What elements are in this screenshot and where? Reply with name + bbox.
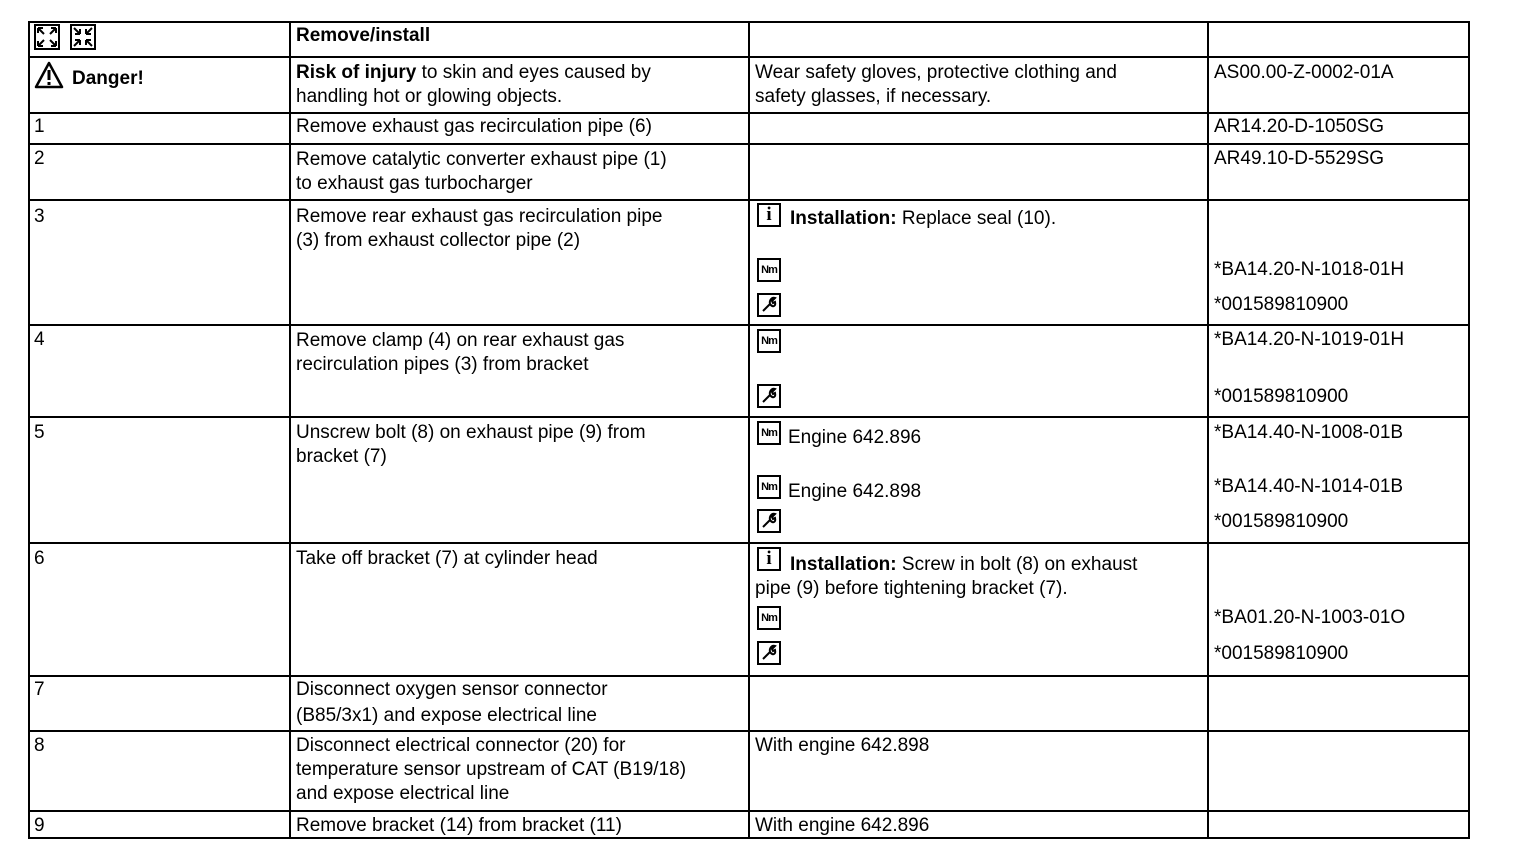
install-text-line2: pipe (9) before tightening bracket (7). <box>755 578 1068 599</box>
ref-link[interactable]: *BA14.20-N-1018-01H <box>1214 259 1405 280</box>
engine-note: Engine 642.898 <box>788 481 922 502</box>
torque-icon[interactable]: Nm <box>757 475 781 499</box>
step-text: Remove bracket (14) from bracket (11) <box>296 815 622 836</box>
danger-measure-line1: Wear safety gloves, protective clothing and <box>755 62 1117 83</box>
step-number: 8 <box>34 735 45 756</box>
step-text: recirculation pipes (3) from bracket <box>296 354 589 375</box>
danger-risk-line2: handling hot or glowing objects. <box>296 86 563 107</box>
step-text: Remove catalytic converter exhaust pipe (1) <box>296 149 667 170</box>
step-number: 3 <box>34 206 45 227</box>
danger-measure-line2: safety glasses, if necessary. <box>755 86 992 107</box>
install-text: Replace seal (10). <box>901 208 1057 229</box>
torque-icon[interactable]: Nm <box>757 258 781 282</box>
danger-label: Danger! <box>72 68 144 89</box>
install-label: Installation: <box>790 208 897 229</box>
expand-icon[interactable] <box>34 24 60 50</box>
part-number-link[interactable]: *001589810900 <box>1214 386 1349 407</box>
step-text: and expose electrical line <box>296 783 510 804</box>
special-tool-icon[interactable] <box>757 384 781 408</box>
col-divider <box>1207 23 1209 837</box>
ref-link[interactable]: *BA14.20-N-1019-01H <box>1214 329 1405 350</box>
install-label: Installation: <box>790 554 897 575</box>
torque-icon[interactable]: Nm <box>757 421 781 445</box>
step-number: 5 <box>34 422 45 443</box>
ref-link[interactable]: *BA14.40-N-1008-01B <box>1214 422 1404 443</box>
engine-note: With engine 642.898 <box>755 735 930 756</box>
torque-icon[interactable]: Nm <box>757 329 781 353</box>
step-text: Remove clamp (4) on rear exhaust gas <box>296 330 625 351</box>
step-number: 2 <box>34 148 45 169</box>
ref-link[interactable]: *BA01.20-N-1003-01O <box>1214 607 1406 628</box>
step-text: temperature sensor upstream of CAT (B19/18) <box>296 759 687 780</box>
step-number: 6 <box>34 548 45 569</box>
step-text: Unscrew bolt (8) on exhaust pipe (9) from <box>296 422 646 443</box>
install-note <box>790 553 1137 577</box>
torque-icon[interactable]: Nm <box>757 606 781 630</box>
step-text: (B85/3x1) and expose electrical line <box>296 705 598 726</box>
special-tool-icon[interactable] <box>757 293 781 317</box>
danger-ref-link[interactable]: AS00.00-Z-0002-01A <box>1214 62 1394 83</box>
ref-link[interactable]: AR14.20-D-1050SG <box>1214 116 1385 137</box>
install-text: Screw in bolt (8) on exhaust <box>901 554 1138 575</box>
step-text: (3) from exhaust collector pipe (2) <box>296 230 581 251</box>
risk-bold: Risk of injury <box>296 62 417 83</box>
info-icon: i <box>757 203 781 227</box>
danger-risk <box>296 61 651 85</box>
special-tool-icon[interactable] <box>757 509 781 533</box>
step-text: to exhaust gas turbocharger <box>296 173 533 194</box>
collapse-icon[interactable] <box>70 24 96 50</box>
risk-text: to skin and eyes caused by <box>416 62 651 83</box>
part-number-link[interactable]: *001589810900 <box>1214 643 1349 664</box>
step-text: Disconnect oxygen sensor connector <box>296 679 608 700</box>
install-note <box>790 207 1056 231</box>
step-number: 1 <box>34 116 45 137</box>
col-divider <box>748 23 750 837</box>
engine-note: Engine 642.896 <box>788 427 922 448</box>
warning-triangle-icon <box>34 61 64 89</box>
step-number: 4 <box>34 329 45 350</box>
step-text: Remove exhaust gas recirculation pipe (6) <box>296 116 652 137</box>
step-text: Remove rear exhaust gas recirculation pipe <box>296 206 663 227</box>
section-title: Remove/install <box>296 25 431 46</box>
part-number-link[interactable]: *001589810900 <box>1214 294 1349 315</box>
part-number-link[interactable]: *001589810900 <box>1214 511 1349 532</box>
step-number: 7 <box>34 679 45 700</box>
info-icon: i <box>757 547 781 571</box>
step-text: Take off bracket (7) at cylinder head <box>296 548 598 569</box>
ref-link[interactable]: AR49.10-D-5529SG <box>1214 148 1385 169</box>
col-divider <box>289 23 291 837</box>
step-number: 9 <box>34 815 45 836</box>
step-text: bracket (7) <box>296 446 387 467</box>
special-tool-icon[interactable] <box>757 641 781 665</box>
engine-note: With engine 642.896 <box>755 815 930 836</box>
ref-link[interactable]: *BA14.40-N-1014-01B <box>1214 476 1404 497</box>
step-text: Disconnect electrical connector (20) for <box>296 735 626 756</box>
